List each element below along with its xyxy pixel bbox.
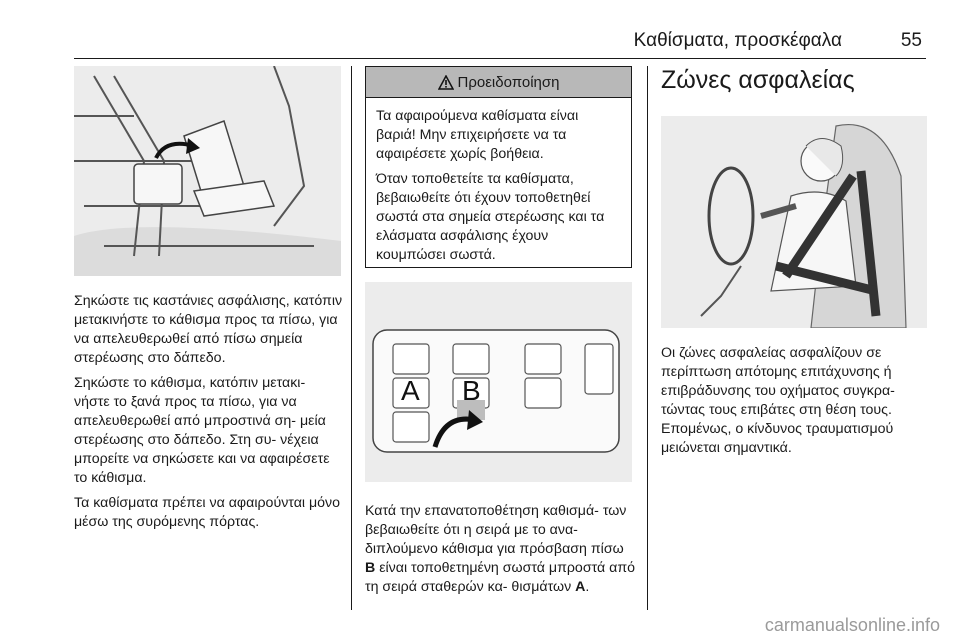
column-divider-right — [647, 66, 648, 610]
page-number: 55 — [900, 30, 922, 51]
text-span: Κατά την επανατοποθέτηση καθισμά- των βεβαιωθείτε ότι η σειρά με το ανα- διπλούμενο κάθισμα για πρόσβαση πίσω — [365, 503, 627, 557]
warning-header — [366, 67, 631, 98]
seat-folding-illustration — [74, 66, 341, 276]
paragraph: Τα καθίσματα πρέπει να αφαιρούνται μόνο μέσω της συρόμενης πόρτας. — [74, 495, 341, 530]
paragraph: Σηκώστε τις καστάνιες ασφάλισης, κατόπιν μετακινήστε το κάθισμα προς τα πίσω, για να απελευθερωθεί από πίσω σημεία στερέωσης στο δάπεδο. — [74, 293, 343, 366]
warning-triangle-icon — [438, 75, 454, 90]
seat-row-a-label: A — [401, 375, 420, 406]
warning-text: Όταν τοποθετείτε τα καθίσματα, βεβαιωθείτε ότι έχουν τοποθετηθεί σωστά στα σημεία στερέωσης και τα ελάσματα ασφάλισης έχουν κουμπώσει σωστά. — [376, 171, 605, 263]
header-divider — [74, 58, 926, 59]
text-span: είναι τοποθετημένη σωστά μπροστά από τη σειρά σταθερών κα- θισμάτων — [365, 560, 636, 595]
page-header-title: Καθίσματα, προσκέφαλα — [633, 30, 842, 51]
left-column-text — [74, 292, 344, 538]
watermark: carmanualsonline.info — [764, 615, 940, 635]
seat-row-layout-diagram — [365, 282, 632, 482]
seat-row-b-label: B — [462, 375, 481, 406]
paragraph: Σηκώστε το κάθισμα, κατόπιν μετακι- νήστε το ξανά προς τα πίσω, για να απελευθερωθεί από μπροστινά ση- μεία στερέωσης στο δάπεδο. Στη συ- νέχεια μπορείτε να σηκώσετε και να αφαιρέσετε το κάθισμα. — [74, 375, 330, 486]
right-column-text — [661, 344, 933, 464]
seat-row-a-reference: A — [575, 579, 586, 595]
section-title: Ζώνες ασφαλείας — [661, 66, 855, 94]
seat-row-b-reference: B — [365, 560, 376, 576]
seat-layout-figure — [365, 282, 632, 482]
seatbelt-driver-illustration — [661, 116, 927, 328]
paragraph — [365, 502, 637, 597]
seat-folding-figure — [74, 66, 341, 276]
warning-text: Τα αφαιρούμενα καθίσματα είναι βαριά! Μην επιχειρήσετε να τα αφαιρέσετε χωρίς βοήθεια. — [376, 108, 579, 162]
seatbelt-figure — [661, 116, 927, 328]
warning-title: Προειδοποίηση — [457, 73, 560, 91]
paragraph: Οι ζώνες ασφαλείας ασφαλίζουν σε περίπτωση απότομης επιτάχυνσης ή επιβράδυνσης του οχήματος συγκρα- τώντας τους επιβάτες στη θέση τους. Επομένως, ο κίνδυνος τραυματισμού μειώνεται σημαντικά. — [661, 345, 895, 456]
warning-box — [365, 66, 632, 268]
text-span: . — [585, 579, 590, 595]
middle-column-text — [365, 502, 637, 603]
column-divider-left — [351, 66, 352, 610]
